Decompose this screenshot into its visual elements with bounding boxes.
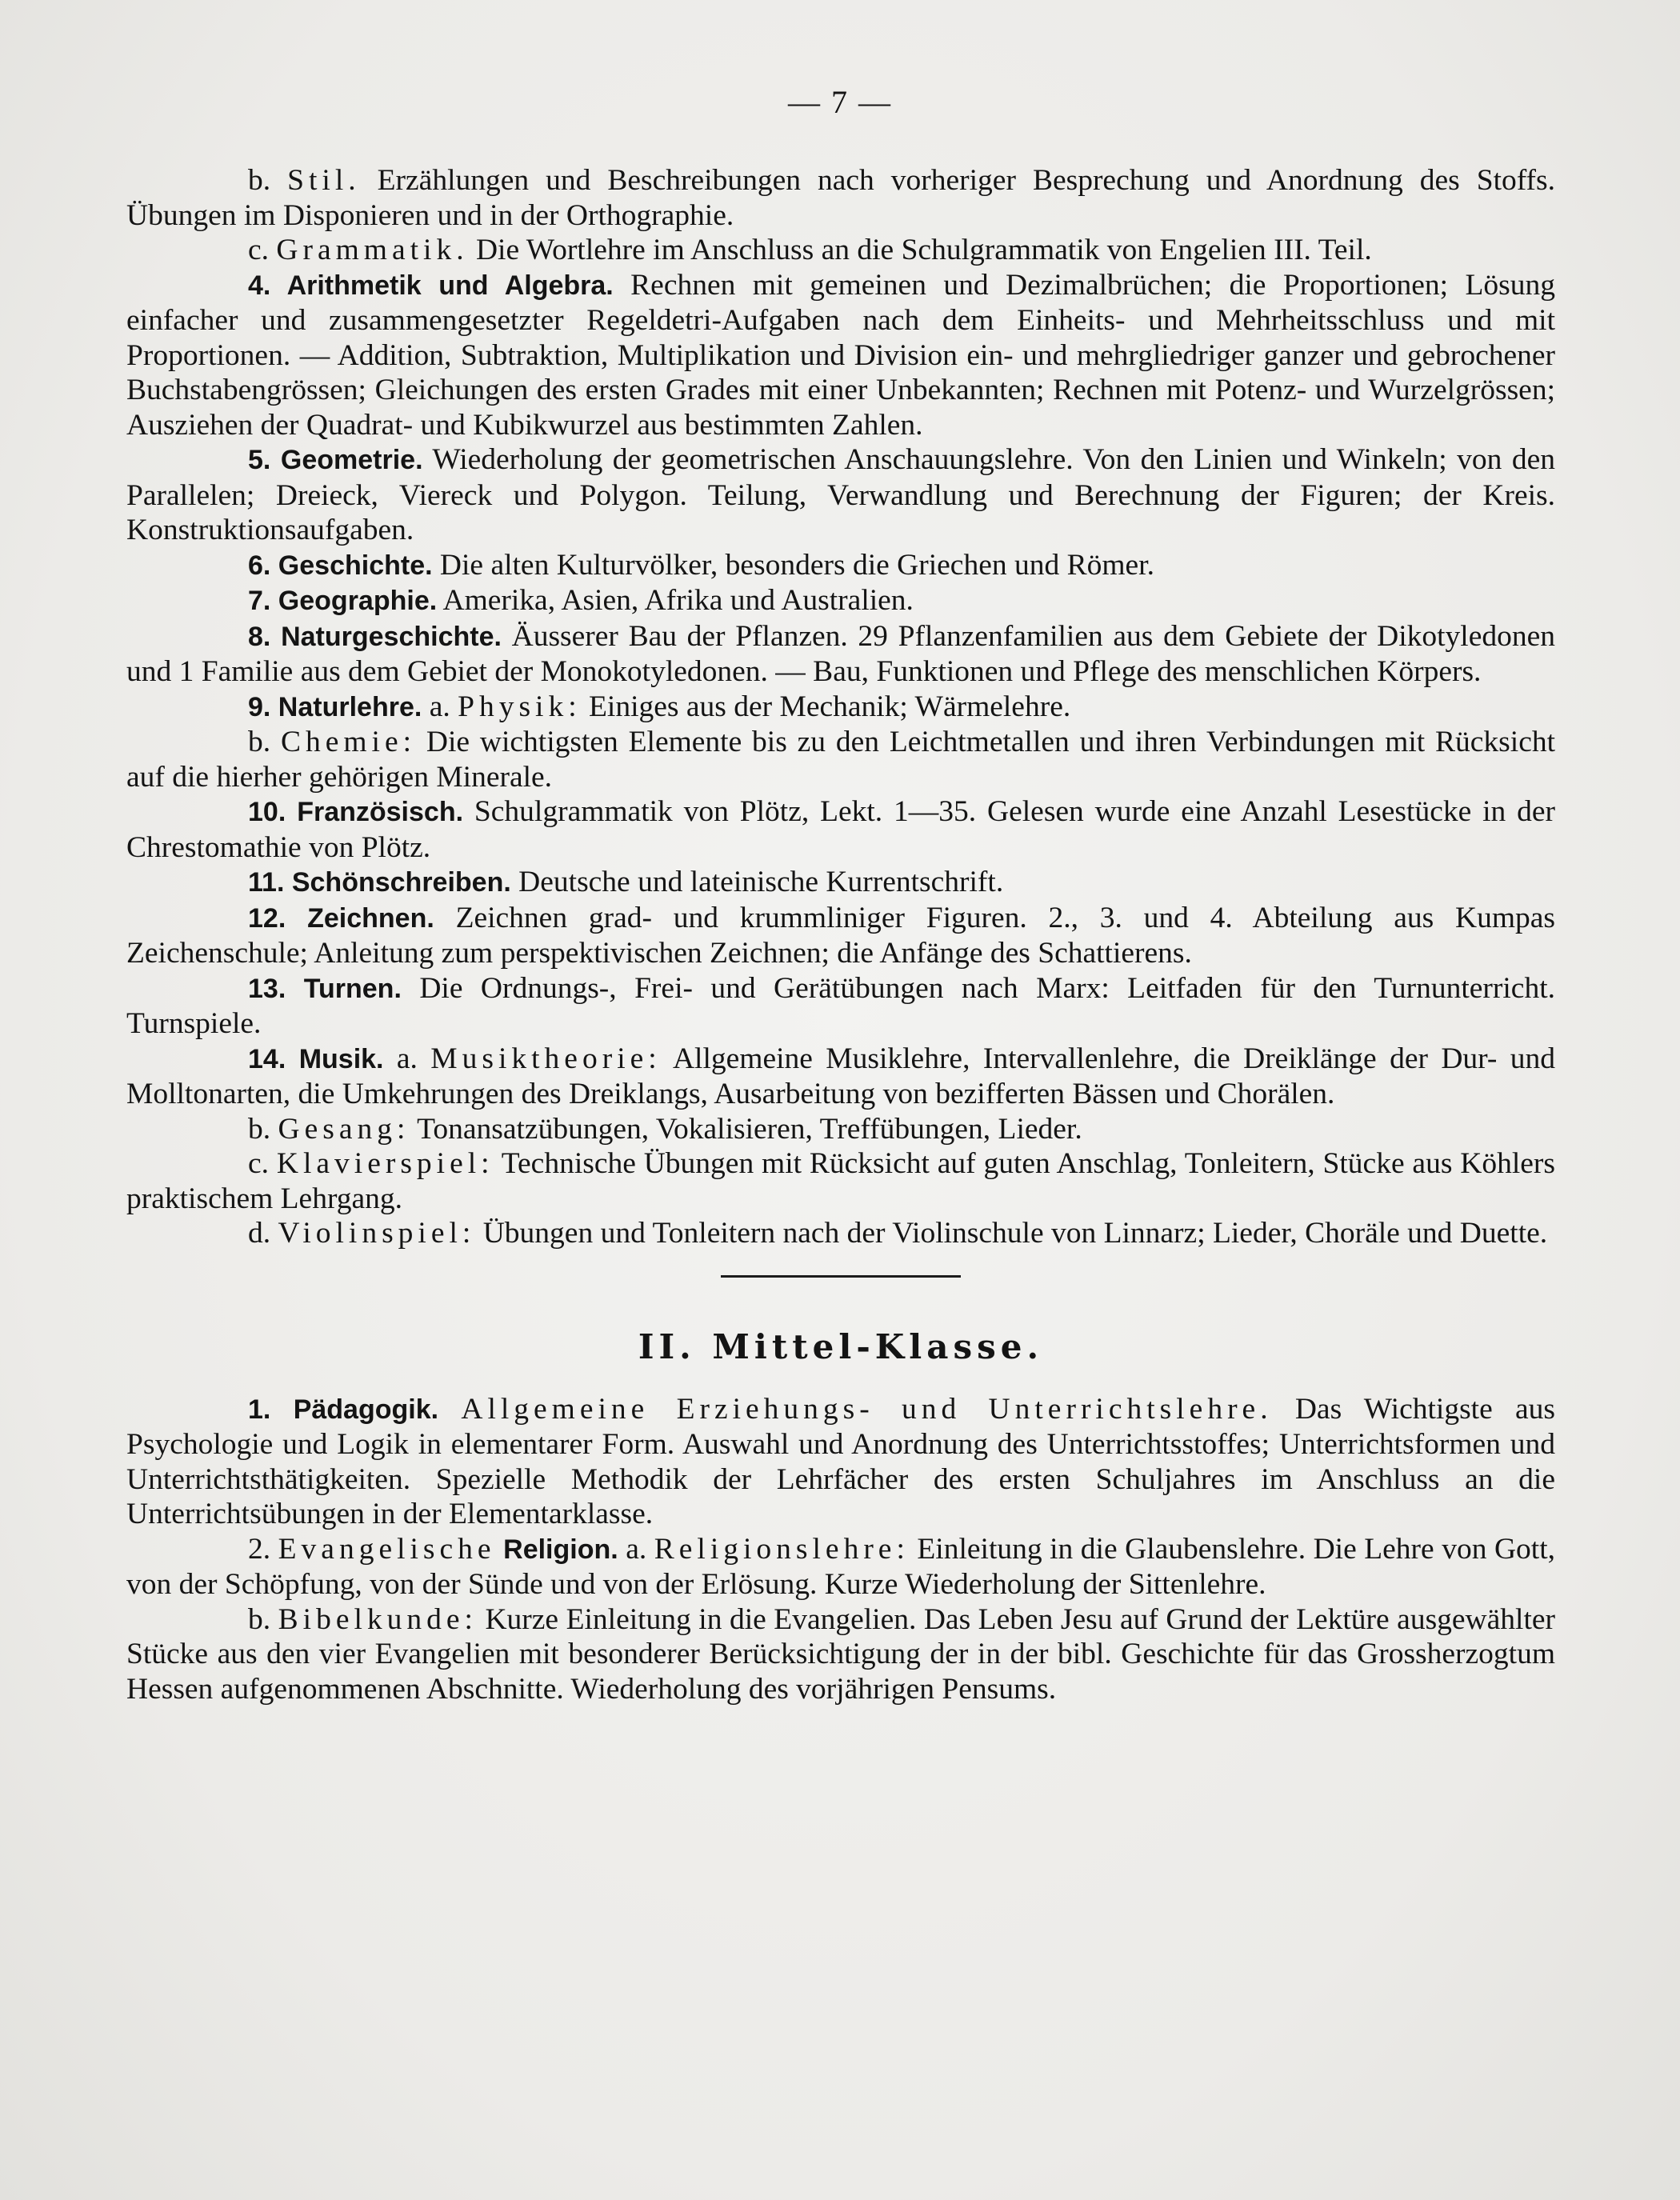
paragraph-musik: 14. Musik. a. Musiktheorie: Allgemeine Musiklehre, Intervallenlehre, die Dreiklänge der Dur- und Molltonarten, die Umkehrungen des Dreiklangs, Ausarbeitung von bezifferten Bässen und Chorälen. <box>126 1042 1555 1110</box>
paragraph-chemie: b. Chemie: Die wichtigsten Elemente bis zu den Leichtmetallen und ihren Verbindungen mit Rücksicht auf die hierher gehörigen Minerale. <box>126 726 1556 794</box>
subject-heading: 14. Musik. <box>248 1043 384 1074</box>
subject-heading: 4. Arithmetik und Algebra. <box>248 270 614 301</box>
paragraph-religion: 2. Evangelische Religion. a. Religionslehre: Einleitung in die Glaubenslehre. Die Lehre von Gott, von der Schöpfung, von der Sünde und von der Erlösung. Kurze Wiederholung der Sittenlehre. <box>126 1532 1555 1601</box>
paragraph-klavierspiel: c. Klavierspiel: Technische Übungen mit Rücksicht auf guten Anschlag, Tonleitern, Stücke aus Köhlers praktischem Lehrgang. <box>126 1147 1555 1215</box>
paragraph-zeichnen: 12. Zeichnen. Zeichnen grad- und krummliniger Figuren. 2., 3. und 4. Abteilung aus Kumpas Zeichenschule; Anleitung zum perspektivischen Zeichnen; die Anfänge des Schattierens. <box>126 901 1555 970</box>
text-column <box>126 163 1555 1706</box>
paragraph-geometrie: 5. Geometrie. Wiederholung der geometrischen Anschauungslehre. Von den Linien und Winkeln; von den Parallelen; Dreieck, Viereck und Polygon. Teilung, Verwandlung und Berechnung der Figuren; der Kreis. Konstruktionsaufgaben. <box>126 443 1556 546</box>
paragraph-geschichte: 6. Geschichte. Die alten Kulturvölker, besonders die Griechen und Römer. <box>248 548 1154 582</box>
subject-heading: 7. Geographie. <box>248 586 438 616</box>
subject-heading: 12. Zeichnen. <box>248 902 434 934</box>
subject-heading: 8. Naturgeschichte. <box>248 621 502 652</box>
subject-heading: 5. Geometrie. <box>248 445 423 475</box>
paragraph-bibelkunde: b. Bibelkunde: Kurze Einleitung in die Evangelien. Das Leben Jesu auf Grund der Lektüre ausgewählter Stücke aus den vier Evangelien mit besonderer Berücksichtigung der in der bibl. Geschichte für das Grossherzogtum Hessen aufgenommenen Abschnitte. Wiederholung des vorjährigen Pensums. <box>126 1602 1555 1706</box>
paragraph-arithmetik: 4. Arithmetik und Algebra. Rechnen mit gemeinen und Dezimalbrüchen; die Proportionen; Lösung einfacher und zusammengesetzter Regeldetri-Aufgaben nach dem Einheits- und Mehrheitsschluss und mit Proportionen. — Addition, Subtraktion, Multiplikation und Division ein- und mehrgliedriger ganzer und gebrochener Buchstabengrössen; Gleichungen des ersten Grades mit einer Unbekannten; Rechnen mit Potenz- und Wurzelgrössen; Ausziehen der Quadrat- und Kubikwurzel aus bestimmten Zahlen. <box>126 268 1555 442</box>
subject-heading: Religion. <box>495 1534 618 1565</box>
section-title: II. Mittel-Klasse. <box>638 1326 1044 1366</box>
subject-heading: 11. Schönschreiben. <box>248 867 511 898</box>
divider-rule <box>721 1275 961 1278</box>
paragraph-franzoesisch: 10. Französisch. Schulgrammatik von Plötz, Lekt. 1—35. Gelesen wurde eine Anzahl Lesestücke in der Chrestomathie von Plötz. <box>126 795 1556 864</box>
subject-heading: 10. Französisch. <box>248 797 464 827</box>
paragraph-grammatik: c. Grammatik. Die Wortlehre im Anschluss an die Schulgrammatik von Engelien III. Teil. <box>248 234 1372 266</box>
subject-heading: 1. Pädagogik. <box>248 1394 439 1425</box>
paragraph-stil: b. Stil. Erzählungen und Beschreibungen nach vorheriger Besprechung und Anordnung des Stoffs. Übungen im Disponieren und in der Orthographie. <box>126 164 1556 232</box>
subject-heading: 13. Turnen. <box>248 973 402 1004</box>
paragraph-gesang: b. Gesang: Tonansatzübungen, Vokalisieren, Treffübungen, Lieder. <box>248 1112 1082 1146</box>
subject-heading: 6. Geschichte. <box>248 550 433 581</box>
subject-heading: 9. Naturlehre. <box>248 691 422 722</box>
paragraph-paedagogik: 1. Pädagogik. Allgemeine Erziehungs- und Unterrichtslehre. Das Wichtigste aus Psychologie und Logik in elementarer Form. Auswahl und Anordnung des Unterrichtsstoffes; Unterrichtsformen und Unterrichtsthätigkeiten. Spezielle Methodik der Lehrfächer des ersten Schuljahres im Anschluss an die Unterrichtsübungen in der Elementarklasse. <box>126 1392 1555 1530</box>
paragraph-naturgeschichte: 8. Naturgeschichte. Äusserer Bau der Pflanzen. 29 Pflanzenfamilien aus dem Gebiete der Dikotyledonen und 1 Familie aus dem Gebiet der Monokotyledonen. — Bau, Funktionen und Pflege des menschlichen Körpers. <box>126 619 1555 688</box>
paragraph-naturlehre: 9. Naturlehre. a. Physik: Einiges aus der Mechanik; Wärmelehre. <box>248 690 1071 723</box>
page-number: — 7 — <box>788 84 892 120</box>
paragraph-turnen: 13. Turnen. Die Ordnungs-, Frei- und Gerätübungen nach Marx: Leitfaden für den Turnunterricht. Turnspiele. <box>126 971 1555 1040</box>
paragraph-schoenschreiben: 11. Schönschreiben. Deutsche und lateinische Kurrentschrift. <box>248 866 1004 898</box>
paragraph-geographie: 7. Geographie. Amerika, Asien, Afrika und Australien. <box>248 584 914 617</box>
paragraph-violinspiel: d. Violinspiel: Übungen und Tonleitern nach der Violinschule von Linnarz; Lieder, Choräle und Duette. <box>248 1217 1548 1250</box>
